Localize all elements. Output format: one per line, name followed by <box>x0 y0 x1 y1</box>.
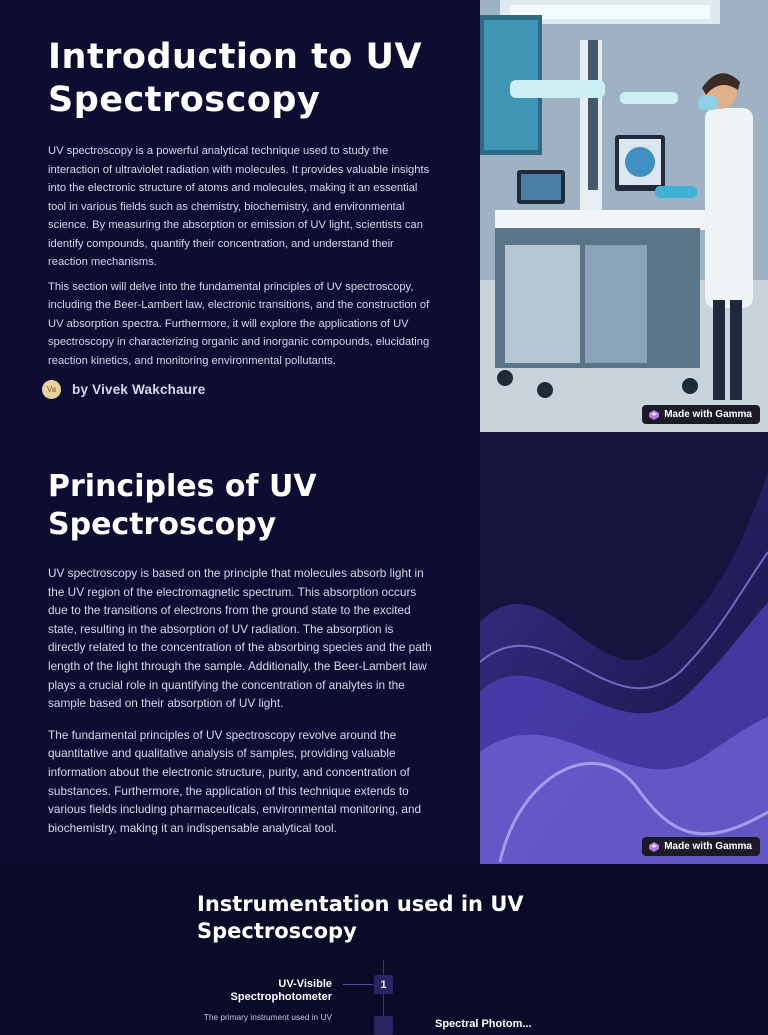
slide-principles <box>0 432 768 864</box>
badge-label: Made with Gamma <box>664 841 752 852</box>
made-with-gamma-badge[interactable] <box>642 405 760 424</box>
abstract-wave-image <box>480 432 768 864</box>
intro-text-column <box>48 36 432 370</box>
lab-scientist-illustration <box>480 0 768 432</box>
intro-paragraph-1: UV spectroscopy is a powerful analytical technique used to study the interaction of ultraviolet radiation with molecules. It provides valuable insights into the electronic structure of atoms and molecules, making it an essential tool in various fields such as chemistry, biochemistry, and environmental science. By measuring the absorption or emission of UV light, scientists can identify compounds, quantify their concentration, and understand their reaction mechanisms. <box>48 145 430 268</box>
principles-paragraph-2: The fundamental principles of UV spectroscopy revolve around the quantitative and qualitative analysis of samples, providing valuable information about the electronic structure, purity, and concentration of substances. Furthermore, the application of this technique extends to various fields including pharmaceuticals, environmental monitoring, and biochemistry, making it an indispensable analytical tool. <box>48 727 422 835</box>
avatar: Va <box>42 380 61 399</box>
timeline-step-marker <box>374 1016 393 1035</box>
slide-introduction <box>0 0 768 432</box>
timeline-connector <box>343 984 373 985</box>
author-byline <box>42 380 205 399</box>
instrumentation-title: Instrumentation used in UV Spectroscopy <box>197 892 524 943</box>
timeline-item-label: Spectral Photom... <box>435 1018 532 1030</box>
timeline-item-description: The primary instrument used in UV <box>203 1012 332 1022</box>
principles-text-column <box>48 468 432 837</box>
gamma-logo-icon <box>649 410 659 420</box>
section-title: Principles of UV Spectroscopy <box>48 469 317 542</box>
timeline-step-number: 1 <box>374 975 393 994</box>
made-with-gamma-badge[interactable] <box>642 837 760 856</box>
page-title: Introduction to UV Spectroscopy <box>48 37 423 120</box>
author-name: by Vivek Wakchaure <box>72 382 206 397</box>
timeline-item-label: UV-Visible Spectrophotometer <box>230 978 332 1003</box>
badge-label: Made with Gamma <box>664 409 752 420</box>
intro-paragraph-2: This section will delve into the fundamental principles of UV spectroscopy, including the Beer-Lambert law, electronic transitions, and the construction of UV absorption spectra. Furthermore, it will explore the applications of UV spectroscopy in characterizing organic and inorganic compounds, elucidating reaction kinetics, and monitoring environmental pollutants. <box>48 280 430 367</box>
gamma-logo-icon <box>649 842 659 852</box>
principles-paragraph-1: UV spectroscopy is based on the principle that molecules absorb light in the UV region of the electromagnetic spectrum. This absorption occurs due to the transitions of electrons from the ground state to the excited state, resulting in the absorption of UV radiation. The absorption is directly related to the concentration of the absorbing species and the path length of the light through the sample. Additionally, the Beer-Lambert law plays a crucial role in quantifying the concentration of analytes in the sample based on their absorption of UV light. <box>48 566 432 711</box>
